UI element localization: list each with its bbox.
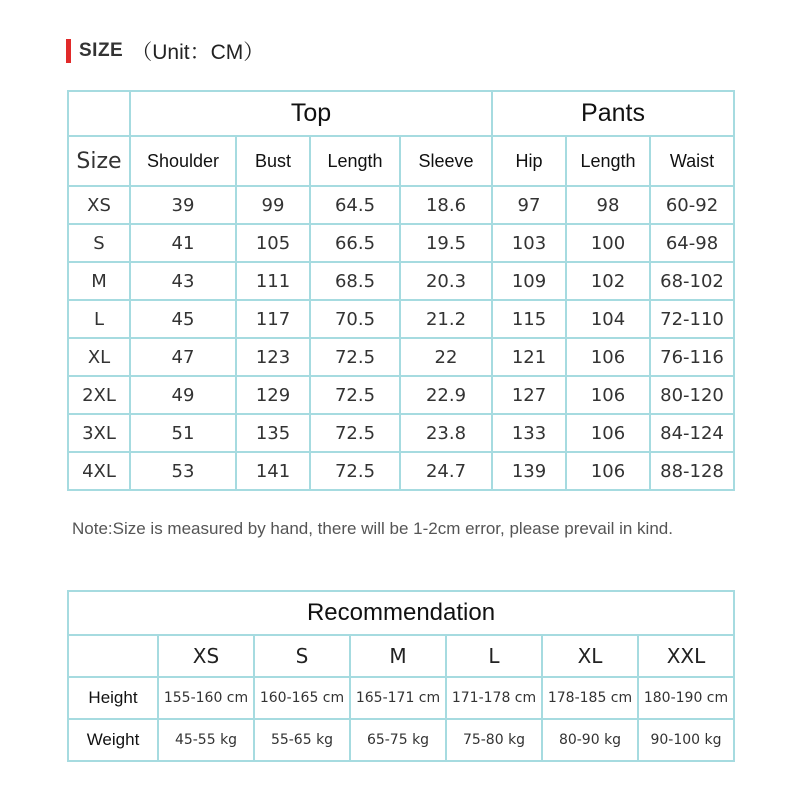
measure-cell: 99	[236, 186, 310, 224]
measure-cell: 60-92	[650, 186, 734, 224]
measure-cell: 19.5	[400, 224, 492, 262]
measure-cell: 106	[566, 376, 650, 414]
column-header: Shoulder	[130, 136, 236, 186]
measure-cell: 72.5	[310, 338, 400, 376]
measure-cell: 45	[130, 300, 236, 338]
measure-cell: 41	[130, 224, 236, 262]
recommendation-size-cell: XS	[158, 635, 254, 677]
measure-cell: 68.5	[310, 262, 400, 300]
measure-cell: 21.2	[400, 300, 492, 338]
size-cell: M	[68, 262, 130, 300]
recommendation-value-cell: 180-190 cm	[638, 677, 734, 719]
size-row	[68, 338, 734, 376]
size-cell: XS	[68, 186, 130, 224]
recommendation-value-cell: 160-165 cm	[254, 677, 350, 719]
measure-cell: 20.3	[400, 262, 492, 300]
size-chart-group-header	[68, 91, 734, 136]
recommendation-value-cell: 171-178 cm	[446, 677, 542, 719]
title-unit-label: （Unit：CM）	[131, 41, 265, 64]
size-cell: 2XL	[68, 376, 130, 414]
page-title	[66, 36, 264, 66]
measure-cell: 66.5	[310, 224, 400, 262]
measure-cell: 115	[492, 300, 566, 338]
measure-cell: 39	[130, 186, 236, 224]
measure-cell: 127	[492, 376, 566, 414]
measure-cell: 51	[130, 414, 236, 452]
recommendation-table	[67, 590, 735, 762]
measure-cell: 123	[236, 338, 310, 376]
measure-cell: 105	[236, 224, 310, 262]
measure-cell: 22	[400, 338, 492, 376]
measure-cell: 80-120	[650, 376, 734, 414]
recommendation-value-cell: 75-80 kg	[446, 719, 542, 761]
measure-cell: 22.9	[400, 376, 492, 414]
group-header-top: Top	[130, 91, 492, 136]
recommendation-size-row	[68, 635, 734, 677]
recommendation-weight-row	[68, 719, 734, 761]
measure-cell: 106	[566, 452, 650, 490]
size-chart-column-header	[68, 136, 734, 186]
measure-cell: 133	[492, 414, 566, 452]
column-header: Hip	[492, 136, 566, 186]
size-row	[68, 452, 734, 490]
recommendation-size-cell: S	[254, 635, 350, 677]
recommendation-value-cell: 80-90 kg	[542, 719, 638, 761]
measure-cell: 88-128	[650, 452, 734, 490]
measure-cell: 70.5	[310, 300, 400, 338]
recommendation-size-cell: L	[446, 635, 542, 677]
recommendation-size-cell: M	[350, 635, 446, 677]
measure-cell: 129	[236, 376, 310, 414]
column-header: Length	[566, 136, 650, 186]
measure-cell: 53	[130, 452, 236, 490]
measure-cell: 68-102	[650, 262, 734, 300]
size-row	[68, 186, 734, 224]
recommendation-value-cell: 90-100 kg	[638, 719, 734, 761]
measure-cell: 64-98	[650, 224, 734, 262]
measure-cell: 117	[236, 300, 310, 338]
measure-cell: 111	[236, 262, 310, 300]
measure-cell: 49	[130, 376, 236, 414]
measure-cell: 43	[130, 262, 236, 300]
recommendation-size-cell: XXL	[638, 635, 734, 677]
recommendation-height-row	[68, 677, 734, 719]
measure-cell: 102	[566, 262, 650, 300]
title-size-label: SIZE	[79, 40, 124, 61]
measure-cell: 72.5	[310, 376, 400, 414]
column-header: Size	[68, 136, 130, 186]
measure-cell: 106	[566, 414, 650, 452]
size-row	[68, 262, 734, 300]
size-chart-table	[67, 90, 735, 491]
group-header-blank	[68, 91, 130, 136]
measure-cell: 72.5	[310, 452, 400, 490]
measure-cell: 109	[492, 262, 566, 300]
column-header: Length	[310, 136, 400, 186]
measure-cell: 23.8	[400, 414, 492, 452]
measure-cell: 72-110	[650, 300, 734, 338]
column-header: Waist	[650, 136, 734, 186]
measure-cell: 121	[492, 338, 566, 376]
measure-cell: 18.6	[400, 186, 492, 224]
measurement-note: Note:Size is measured by hand, there will be 1-2cm error, please prevail in kind.	[72, 519, 673, 538]
recommendation-title: Recommendation	[68, 591, 734, 635]
measure-cell: 98	[566, 186, 650, 224]
size-row	[68, 224, 734, 262]
recommendation-row-label: Height	[68, 677, 158, 719]
measure-cell: 76-116	[650, 338, 734, 376]
size-cell: L	[68, 300, 130, 338]
size-cell: 4XL	[68, 452, 130, 490]
measure-cell: 84-124	[650, 414, 734, 452]
recommendation-row-label: Weight	[68, 719, 158, 761]
measure-cell: 47	[130, 338, 236, 376]
measure-cell: 103	[492, 224, 566, 262]
column-header: Sleeve	[400, 136, 492, 186]
recommendation-value-cell: 45-55 kg	[158, 719, 254, 761]
measure-cell: 106	[566, 338, 650, 376]
size-row	[68, 414, 734, 452]
size-cell: S	[68, 224, 130, 262]
recommendation-value-cell: 155-160 cm	[158, 677, 254, 719]
measure-cell: 97	[492, 186, 566, 224]
size-row	[68, 376, 734, 414]
measure-cell: 141	[236, 452, 310, 490]
measure-cell: 24.7	[400, 452, 492, 490]
recommendation-title-row	[68, 591, 734, 635]
recommendation-corner-blank	[68, 635, 158, 677]
size-row	[68, 300, 734, 338]
measure-cell: 100	[566, 224, 650, 262]
recommendation-value-cell: 55-65 kg	[254, 719, 350, 761]
measure-cell: 72.5	[310, 414, 400, 452]
size-cell: 3XL	[68, 414, 130, 452]
recommendation-value-cell: 165-171 cm	[350, 677, 446, 719]
title-accent-bar	[66, 39, 71, 63]
size-cell: XL	[68, 338, 130, 376]
group-header-pants: Pants	[492, 91, 734, 136]
measure-cell: 64.5	[310, 186, 400, 224]
measure-cell: 139	[492, 452, 566, 490]
column-header: Bust	[236, 136, 310, 186]
measure-cell: 135	[236, 414, 310, 452]
recommendation-size-cell: XL	[542, 635, 638, 677]
measure-cell: 104	[566, 300, 650, 338]
recommendation-value-cell: 178-185 cm	[542, 677, 638, 719]
recommendation-value-cell: 65-75 kg	[350, 719, 446, 761]
